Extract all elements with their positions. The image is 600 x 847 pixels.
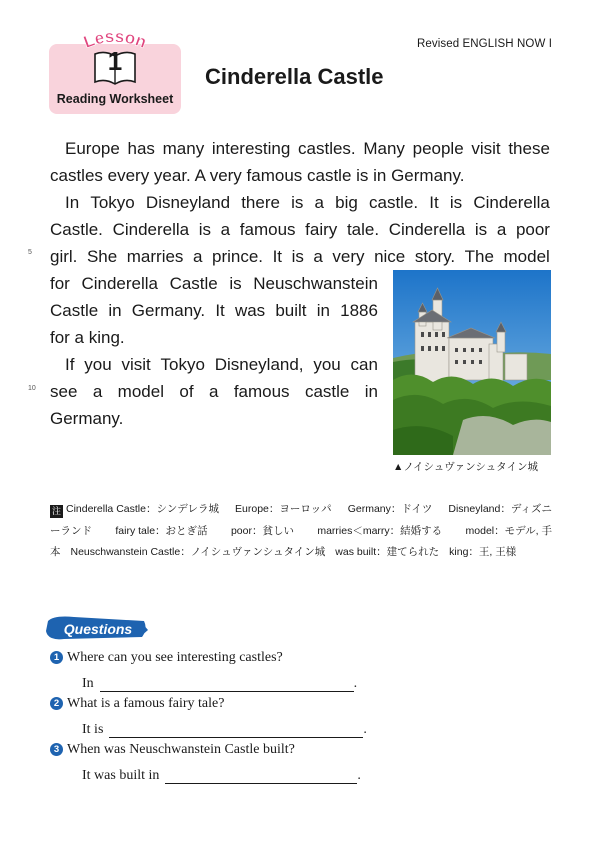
questions-banner [44, 615, 148, 643]
questions-banner-text: Questions [63, 621, 133, 637]
passage-word: marries [126, 247, 184, 266]
passage-word: model [117, 382, 164, 401]
answer-blank[interactable] [165, 768, 357, 784]
note-entry: Neuschwanstein Castle：ノイシュヴァンシュタイン城 [70, 546, 326, 558]
passage-word: a [192, 247, 203, 266]
passage-word: castles. [298, 139, 356, 158]
passage-word: In [65, 193, 80, 212]
passage-word: famous [239, 220, 296, 239]
series-name: Revised ENGLISH NOW I [416, 38, 552, 50]
passage-word: If [65, 355, 75, 374]
passage-word: nice [374, 247, 406, 266]
line-number: 5 [28, 249, 32, 256]
passage-line [50, 324, 125, 351]
passage-word: Tokyo [90, 193, 135, 212]
note-entry: marries＜marry：結婚する [317, 524, 443, 537]
passage-word: Disneyland [145, 193, 231, 212]
passage-word: is [291, 247, 304, 266]
passage-word: a [496, 220, 507, 239]
passage-word: in [316, 301, 330, 320]
answer-line [50, 669, 550, 692]
answer-period: . [363, 722, 367, 737]
passage-word: Cinderella [81, 274, 158, 293]
passage-word: Castle [169, 274, 218, 293]
note-entry: was built：建てられた [335, 546, 440, 558]
passage-word: very [332, 247, 365, 266]
passage-word: It [272, 247, 283, 266]
passage-text: Germany. [50, 409, 124, 428]
passage-line [50, 405, 123, 432]
passage-word: visit [121, 355, 151, 374]
note-entry: fairy tale：おとぎ話 [115, 524, 208, 537]
passage-word: of [179, 382, 194, 401]
passage-word: a [208, 382, 219, 401]
passage-word: It [215, 301, 225, 320]
passage-word: a [220, 220, 231, 239]
answer-period: . [353, 676, 358, 691]
note-entry: ーランド [50, 524, 92, 537]
questions-list [50, 646, 550, 784]
answer-line [50, 761, 550, 784]
passage-word: was [234, 301, 266, 320]
passage-word: girl. [50, 247, 78, 266]
question-number-icon: 2 [50, 697, 63, 710]
passage-line [50, 243, 550, 270]
passage-word: It [429, 193, 439, 212]
neuschwanstein-castle-image [393, 270, 551, 455]
passage-word: Cinderella [112, 220, 190, 239]
lesson-number: 1 [107, 46, 123, 76]
question-number-icon: 1 [50, 651, 63, 664]
notes-row [50, 499, 552, 521]
passage-word: poor [515, 220, 550, 239]
passage-word: castle. [369, 193, 419, 212]
passage-word: these [508, 139, 550, 158]
note-text: Cinderella Castle：シンデレラ城 [66, 503, 219, 515]
passage-word: interesting [211, 139, 291, 158]
passage-word: see [50, 382, 78, 401]
passage-word: Cinderella [473, 193, 550, 212]
passage-word: Europe [65, 139, 120, 158]
passage-word: Germany. [131, 301, 206, 320]
passage-word: a [314, 193, 324, 212]
note-entry [50, 499, 219, 521]
passage-word: She [86, 247, 118, 266]
passage-word: tale. [346, 220, 380, 239]
notes-row [50, 542, 552, 564]
passage-word: has [127, 139, 155, 158]
question-text: When was Neuschwanstein Castle built? [67, 741, 295, 757]
vocabulary-notes [50, 499, 552, 564]
passage-word: many [162, 139, 205, 158]
note-entry: poor：貧しい [230, 524, 294, 537]
lesson-badge [49, 26, 181, 114]
passage-word: is [474, 220, 488, 239]
answer-blank[interactable] [109, 722, 363, 738]
passage-word: a [313, 247, 323, 266]
passage-line [65, 135, 550, 162]
passage-word: there [241, 193, 280, 212]
passage-line [65, 189, 550, 216]
passage-word: famous [233, 382, 290, 401]
question-item [50, 738, 550, 761]
worksheet-label: Reading Worksheet [56, 92, 174, 106]
passage-word: story. [414, 247, 456, 266]
passage-word: big [335, 193, 358, 212]
passage-line [50, 378, 378, 405]
question-text: What is a famous fairy tale? [67, 695, 225, 711]
answer-blank[interactable] [100, 676, 354, 692]
note-entry: model：モデル, 手 [465, 524, 552, 537]
answer-period: . [357, 768, 361, 783]
passage-word: a [92, 382, 103, 401]
passage-word: in [364, 382, 378, 401]
passage-word: built [275, 301, 307, 320]
passage-word: you [84, 355, 112, 374]
passage-word: is [229, 274, 242, 293]
question-item [50, 646, 550, 669]
passage-word: Neuschwanstein [253, 274, 378, 293]
answer-prefix: It was built in [82, 768, 160, 783]
note-entry: Germany：ドイツ [347, 503, 433, 515]
passage-word: for [50, 274, 70, 293]
note-entry: king：王, 王様 [449, 546, 517, 558]
line-number: 10 [28, 385, 36, 392]
passage-word: fairy [305, 220, 338, 239]
lesson-word: Lesson [80, 26, 150, 52]
passage-line [50, 297, 378, 324]
passage-line [50, 162, 464, 189]
passage-word: Castle [50, 301, 99, 320]
passage-line [50, 270, 378, 297]
note-entry: Europe：ヨーロッパ [235, 503, 332, 515]
notes-row [50, 521, 552, 543]
passage-word: is [198, 220, 212, 239]
photo-caption: ▲ノイシュヴァンシュタイン城 [393, 461, 538, 473]
passage-word: model [503, 247, 550, 266]
passage-word: The [464, 247, 494, 266]
answer-prefix: It is [82, 722, 104, 737]
passage-line [65, 351, 378, 378]
passage-word: in [108, 301, 122, 320]
question-number-icon: 3 [50, 743, 63, 756]
passage-word: Disneyland, [214, 355, 304, 374]
passage-text: castles every year. A very famous castle is in Germany. [50, 166, 465, 185]
passage-word: Many [363, 139, 405, 158]
question-text: Where can you see interesting castles? [67, 649, 283, 665]
answer-line [50, 715, 550, 738]
passage-word: is [291, 193, 304, 212]
passage-line [50, 216, 550, 243]
passage-word: you [313, 355, 341, 374]
question-item [50, 692, 550, 715]
note-entry: 本 [50, 546, 61, 558]
passage-word: prince. [211, 247, 264, 266]
note-entry: Disneyland：ディズニ [448, 503, 552, 515]
castle-photo [393, 270, 551, 455]
passage-word: can [350, 355, 378, 374]
passage-word: Castle. [50, 220, 103, 239]
passage-text: for a king. [50, 328, 125, 347]
note-mark-icon: 注 [51, 506, 61, 516]
passage-word: castle [304, 382, 350, 401]
passage-word: Tokyo [160, 355, 205, 374]
page-title: Cinderella Castle [205, 64, 384, 89]
answer-prefix: In [82, 676, 94, 691]
passage-word: Cinderella [388, 220, 466, 239]
passage-word: 1886 [340, 301, 378, 320]
passage-word: visit [471, 139, 501, 158]
passage-word: is [449, 193, 463, 212]
passage-word: people [412, 139, 464, 158]
